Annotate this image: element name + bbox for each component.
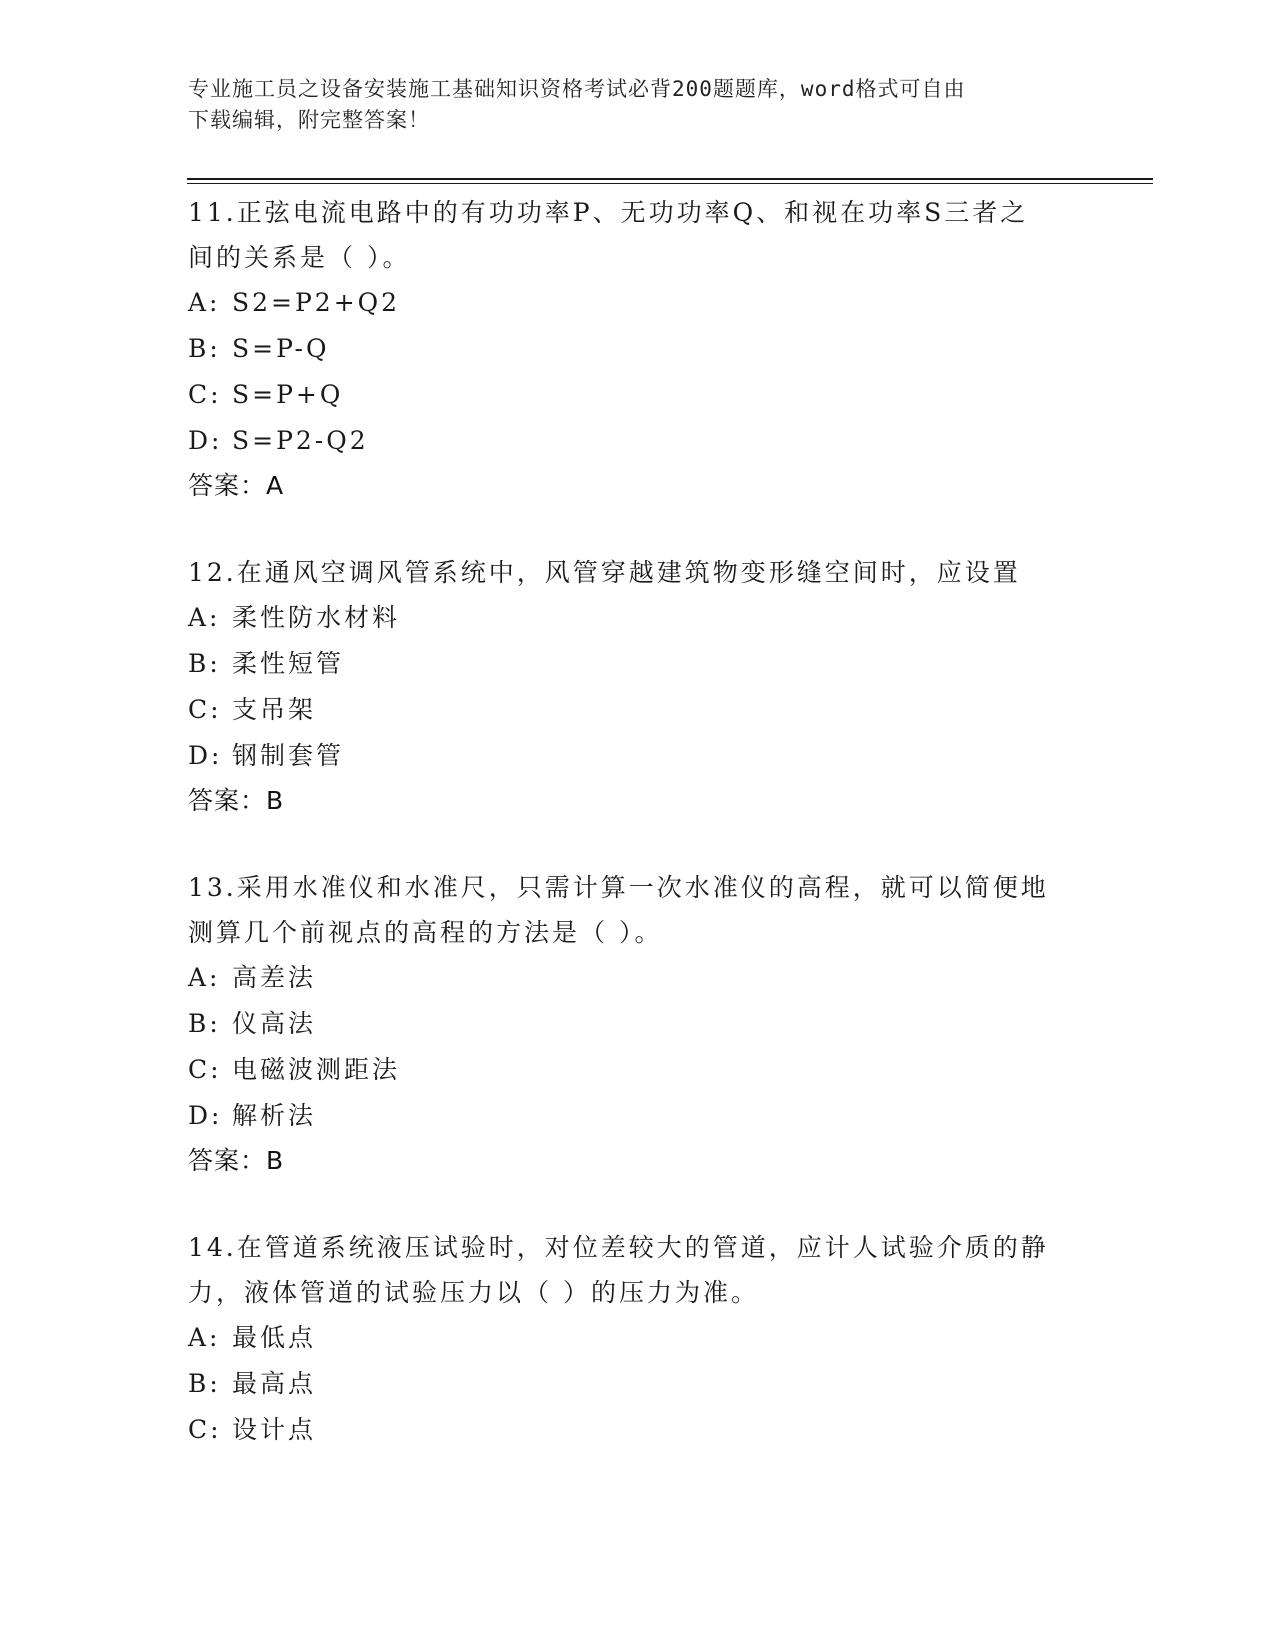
option-letter: B: <box>188 1369 221 1398</box>
option-text: S=P2-Q2 <box>232 426 369 455</box>
question-stem-line-1: 12.在通风空调风管系统中，风管穿越建筑物变形缝空间时，应设置 <box>188 558 1021 587</box>
header-line-2: 下载编辑，附完整答案！ <box>188 108 430 132</box>
option-text: 支吊架 <box>232 695 317 724</box>
option-text: 柔性防水材料 <box>232 603 401 632</box>
option-letter: B: <box>188 1009 221 1038</box>
option-a <box>188 280 1088 326</box>
option-text: S=P+Q <box>232 380 344 409</box>
option-c <box>188 372 1088 418</box>
option-b <box>188 1361 1088 1407</box>
option-a <box>188 1315 1088 1361</box>
answer: 答案：B <box>188 786 285 815</box>
option-letter: A: <box>188 1323 221 1352</box>
header-line-1: 专业施工员之设备安装施工基础知识资格考试必背200题题库，word格式可自由 <box>188 77 966 101</box>
answer: 答案：A <box>188 471 285 500</box>
question-stem <box>188 865 1088 955</box>
option-text: 电磁波测距法 <box>232 1055 401 1084</box>
option-c <box>188 1407 1088 1453</box>
question-11 <box>188 190 1088 508</box>
question-stem-line-2: 测算几个前视点的高程的方法是（ ）。 <box>188 918 663 947</box>
question-stem-line-1: 13.采用水准仪和水准尺，只需计算一次水准仪的高程，就可以简便地 <box>188 873 1049 902</box>
option-letter: D: <box>188 741 223 770</box>
question-stem <box>188 1225 1088 1315</box>
option-text: 解析法 <box>232 1101 317 1130</box>
option-text: 钢制套管 <box>232 741 345 770</box>
option-b <box>188 1001 1088 1047</box>
option-text: 设计点 <box>232 1415 317 1444</box>
option-c <box>188 1047 1088 1093</box>
question-stem-line-1: 11.正弦电流电路中的有功功率P、无功功率Q、和视在功率S三者之 <box>188 198 1029 227</box>
question-stem-line-1: 14.在管道系统液压试验时，对位差较大的管道，应计人试验介质的静 <box>188 1233 1049 1262</box>
option-text: 仪高法 <box>232 1009 317 1038</box>
question-stem-line-2: 力，液体管道的试验压力以（ ）的压力为准。 <box>188 1278 759 1307</box>
question-stem-line-2: 间的关系是（ ）。 <box>188 243 411 272</box>
option-a <box>188 595 1088 641</box>
option-letter: D: <box>188 1101 223 1130</box>
question-14 <box>188 1225 1088 1453</box>
question-stem <box>188 190 1088 280</box>
option-d <box>188 1093 1088 1139</box>
question-12 <box>188 550 1088 823</box>
option-letter: C: <box>188 380 222 409</box>
option-letter: A: <box>188 288 221 317</box>
option-text: 柔性短管 <box>232 649 345 678</box>
option-letter: C: <box>188 695 222 724</box>
option-letter: C: <box>188 1415 222 1444</box>
question-list <box>188 190 1088 1495</box>
header-divider-thin <box>187 183 1153 184</box>
option-text: 最低点 <box>232 1323 317 1352</box>
option-letter: A: <box>188 963 221 992</box>
option-a <box>188 955 1088 1001</box>
question-stem <box>188 550 1088 595</box>
option-letter: B: <box>188 334 221 363</box>
document-header <box>188 74 1068 136</box>
option-text: S=P-Q <box>232 334 330 363</box>
option-text: 最高点 <box>232 1369 317 1398</box>
option-d <box>188 418 1088 464</box>
option-text: S2=P2+Q2 <box>232 288 401 317</box>
header-divider-thick <box>187 178 1153 180</box>
option-b <box>188 641 1088 687</box>
option-text: 高差法 <box>232 963 317 992</box>
option-letter: B: <box>188 649 221 678</box>
option-letter: C: <box>188 1055 222 1084</box>
question-13 <box>188 865 1088 1183</box>
option-letter: A: <box>188 603 221 632</box>
option-d <box>188 733 1088 779</box>
option-letter: D: <box>188 426 223 455</box>
option-b <box>188 326 1088 372</box>
option-c <box>188 687 1088 733</box>
answer: 答案：B <box>188 1146 285 1175</box>
